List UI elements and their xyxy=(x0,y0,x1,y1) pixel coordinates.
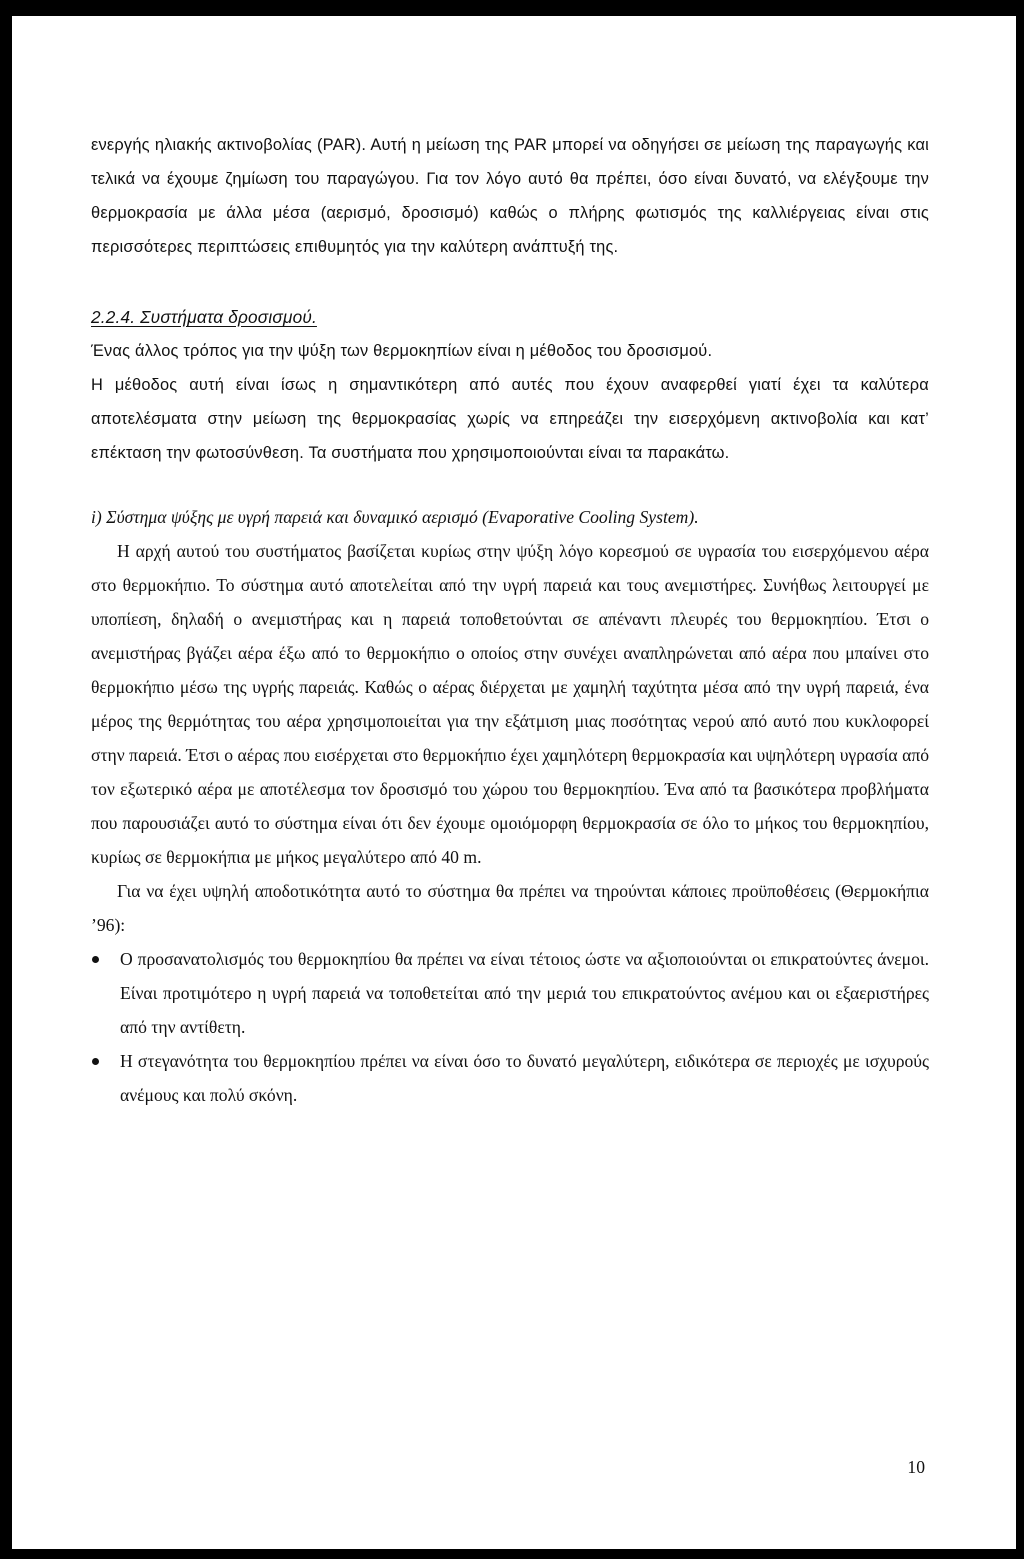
scan-border-top xyxy=(0,0,1024,16)
bullet-icon xyxy=(92,956,99,963)
list-item xyxy=(91,942,929,1044)
bullet-list xyxy=(91,942,929,1112)
bullet-text: Ο προσανατολισμός του θερμοκηπίου θα πρέπει να είναι τέτοιος ώστε να αξιοποιούνται οι επικρατούντες άνεμοι. Είναι προτιμότερο η υγρή παρειά να τοποθετείται από την μεριά του επικρατούντος ανέμου και οι εξαεριστήρες από την αντίθετη. xyxy=(120,949,929,1037)
paragraph-2: Η μέθοδος αυτή είναι ίσως η σημαντικότερη από αυτές που έχουν αναφερθεί γιατί έχει τα καλύτερα αποτελέσματα στην μείωση της θερμοκρασίας χωρίς να επηρεάζει την εισερχόμενη ακτινοβολία και κατ’ επέκταση την φωτοσύνθεση. Τα συστήματα που χρησιμοποιούνται είναι τα παρακάτω. xyxy=(91,376,929,462)
scan-border-right xyxy=(1016,0,1024,1559)
spacer xyxy=(91,264,929,300)
scan-border-left xyxy=(0,0,12,1559)
spacer xyxy=(91,470,929,500)
paragraph-3: Η αρχή αυτού του συστήματος βασίζεται κυρίως στην ψύξη λόγο κορεσμού σε υγρασία του εισερχόμενου αέρα στο θερμοκήπιο. Το σύστημα αυτό αποτελείται από την υγρή παρειά και τους ανεμιστήρες. Συνήθως λειτουργεί με υποπίεση, δηλαδή ο ανεμιστήρας και η παρειά τοποθετούνται σε απέναντι πλευρές του θερμοκηπίου. Έτσι ο ανεμιστήρας βγάζει αέρα έξω από το θερμοκήπιο ο οποίος στην συνέχει αναπληρώνεται από αέρα που μπαίνει στο θερμοκήπιο μέσω της υγρής παρειάς. Καθώς ο αέρας διέρχεται με χαμηλή ταχύτητα μέσα από την υγρή παρειά, ένα μέρος της θερμότητας του αέρα χρησιμοποιείται για την εξάτμιση μιας ποσότητας νερού από αυτό που κυκλοφορεί στην παρειά. Έτσι ο αέρας που εισέρχεται στο θερμοκήπιο έχει χαμηλότερη θερμοκρασία και υψηλότερη υγρασία από τον εξωτερικό αέρα με αποτέλεσμα τον δροσισμό του χώρου του θερμοκηπίου. Ένα από τα βασικότερα προβλήματα που παρουσιάζει αυτό το σύστημα είναι ότι δεν έχουμε ομοιόμορφη θερμοκρασία σε όλο το μήκος του θερμοκηπίου, κυρίως σε θερμοκήπια με μήκος μεγαλύτερο από 40 m. xyxy=(91,541,929,867)
section-heading: 2.2.4. Συστήματα δροσισμού. xyxy=(91,307,317,327)
paragraph-1: ενεργής ηλιακής ακτινοβολίας (PAR). Αυτή η μείωση της PAR μπορεί να οδηγήσει σε μείωση της παραγωγής και τελικά να έχουμε ζημίωση του παραγώγου. Για τον λόγο αυτό θα πρέπει, όσο είναι δυνατό, να ελέγξουμε την θερμοκρασία με άλλα μέσα (αερισμό, δροσισμό) καθώς ο πλήρης φωτισμός της καλλιέργειας είναι στις περισσότερες περιπτώσεις επιθυμητός για την καλύτερη ανάπτυξή της. xyxy=(91,136,929,256)
scan-border-bottom xyxy=(0,1549,1024,1559)
page-content xyxy=(91,128,929,1112)
paragraph-2-first-line: Ένας άλλος τρόπος για την ψύξη των θερμοκηπίων είναι η μέθοδος του δροσισμού. xyxy=(91,342,713,360)
bullet-text: Η στεγανότητα του θερμοκηπίου πρέπει να είναι όσο το δυνατό μεγαλύτερη, ειδικότερα σε περιοχές με ισχυρούς ανέμους και πολύ σκόνη. xyxy=(120,1051,929,1105)
bullet-icon xyxy=(92,1058,99,1065)
list-item xyxy=(91,1044,929,1112)
page-number: 10 xyxy=(907,1457,925,1477)
subsection-heading: i) Σύστημα ψύξης με υγρή παρειά και δυναμικό αερισμό (Evaporative Cooling System). xyxy=(91,507,699,527)
paragraph-4: Για να έχει υψηλή αποδοτικότητα αυτό το σύστημα θα πρέπει να τηρούνται κάποιες προϋποθέσεις (Θερμοκήπια ’96): xyxy=(91,881,929,935)
